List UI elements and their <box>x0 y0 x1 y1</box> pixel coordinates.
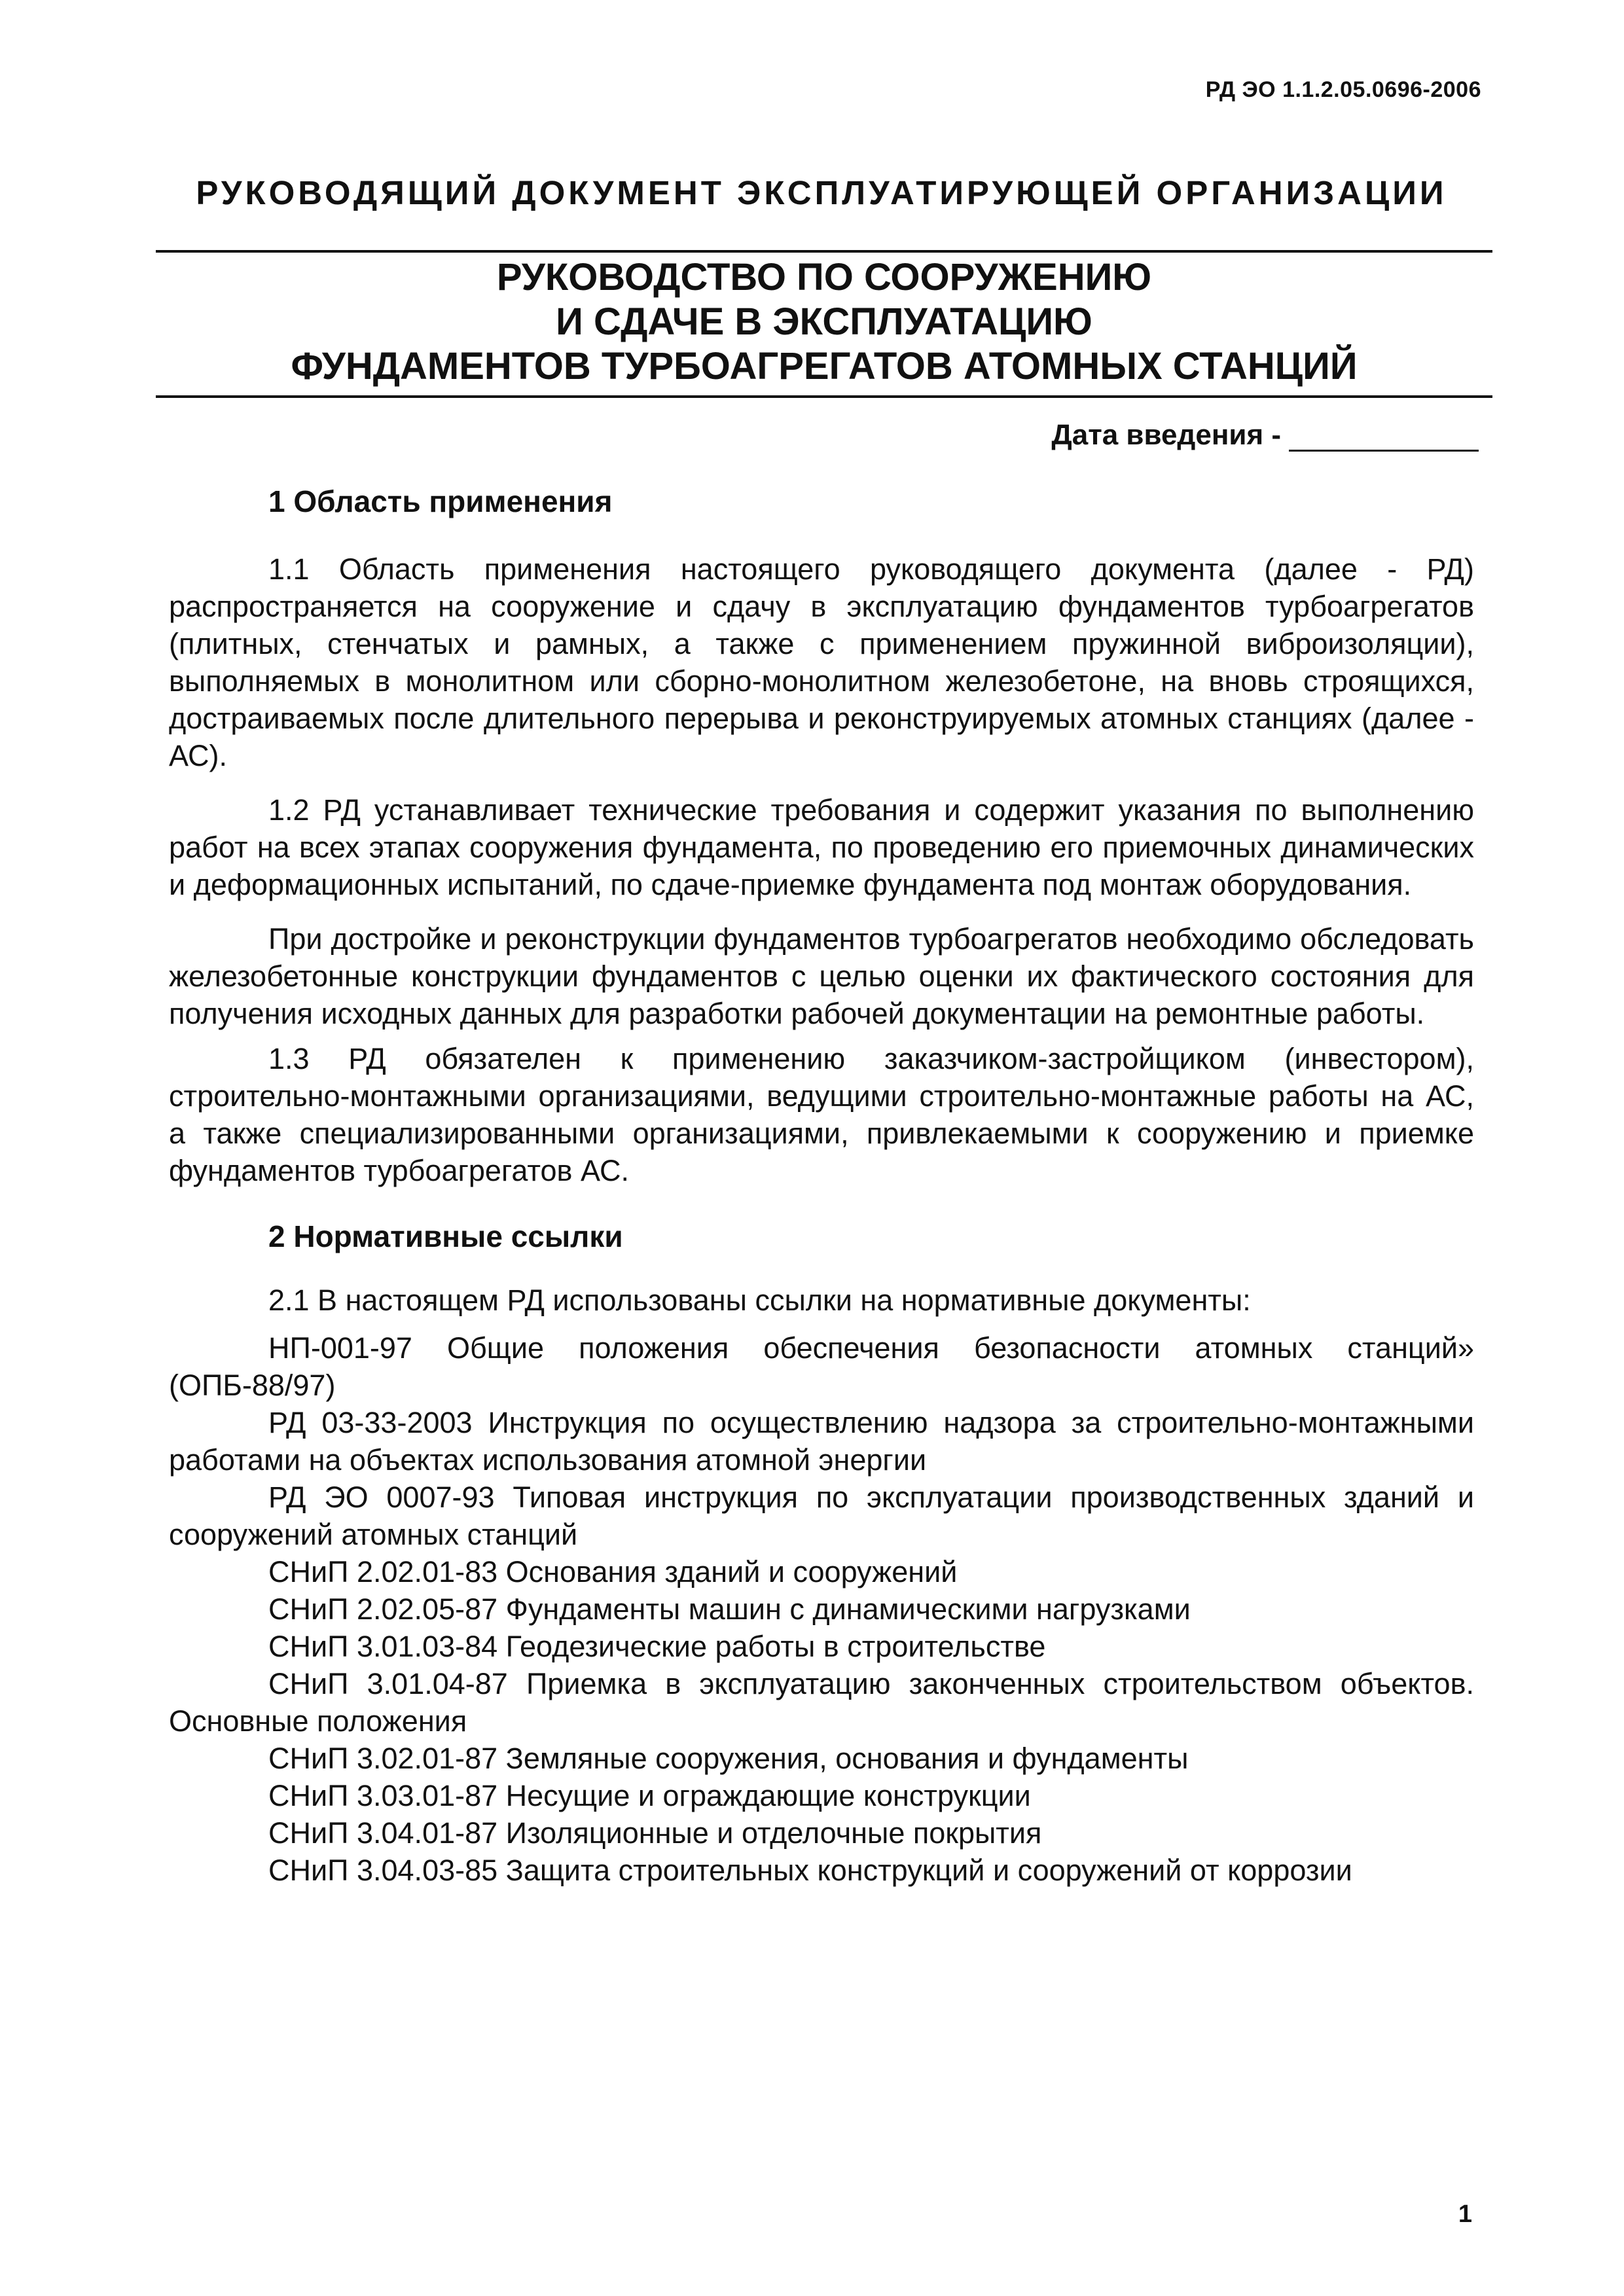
title-line-2: И СДАЧЕ В ЭКСПЛУАТАЦИЮ <box>556 300 1092 343</box>
section-1-heading: 1 Область применения <box>268 484 613 518</box>
page-number: 1 <box>1458 2200 1472 2228</box>
list-item: СНиП 3.01.04-87 Приемка в эксплуатацию законченных строительством объектов. Основные положения <box>169 1667 1474 1738</box>
title-bottom-rule <box>156 395 1492 398</box>
list-item: РД ЭО 0007-93 Типовая инструкция по эксплуатации производственных зданий и сооружений атомных станций <box>169 1480 1474 1551</box>
document-body <box>169 483 1474 1889</box>
title-line-1: РУКОВОДСТВО ПО СООРУЖЕНИЮ <box>496 256 1152 298</box>
paragraph-reconstruction: При достройке и реконструкции фундаментов турбоагрегатов необходимо обследовать железобетонные конструкции фундаментов с целью оценки их фактического состояния для получения исходных данных для разработки рабочей документации на ремонтные работы. <box>169 922 1474 1030</box>
document-code: РД ЭО 1.1.2.05.0696-2006 <box>1205 77 1481 102</box>
list-item: СНиП 3.02.01-87 Земляные сооружения, основания и фундаменты <box>268 1742 1189 1775</box>
title-block <box>156 250 1492 398</box>
section-2-heading: 2 Нормативные ссылки <box>268 1219 623 1253</box>
normative-references-list <box>169 1329 1474 1889</box>
title-line-3: ФУНДАМЕНТОВ ТУРБОАГРЕГАТОВ АТОМНЫХ СТАНЦИЙ <box>291 345 1358 387</box>
introduction-date-blank <box>1289 423 1479 452</box>
list-item: СНиП 2.02.05-87 Фундаменты машин с динамическими нагрузками <box>268 1592 1191 1626</box>
list-item: СНиП 3.04.03-85 Защита строительных конструкций и сооружений от коррозии <box>268 1854 1352 1887</box>
introduction-date <box>1051 419 1479 452</box>
list-item: НП-001-97 Общие положения обеспечения безопасности атомных станций» (ОПБ-88/97) <box>169 1331 1474 1402</box>
document-title <box>156 253 1492 395</box>
list-item: РД 03-33-2003 Инструкция по осуществлению надзора за строительно-монтажными работами на объектах использования атомной энергии <box>169 1406 1474 1477</box>
paragraph-1-1: 1.1 Область применения настоящего руководящего документа (далее - РД) распространяется на сооружение и сдачу в эксплуатацию фундаментов турбоагрегатов (плитных, стенчатых и рамных, а также с применением пружинной виброизоляции), выполняемых в монолитном или сборно-монолитном железобетоне, на вновь строящихся, достраиваемых после длительного перерыва и реконструируемых атомных станциях (далее - АС). <box>169 552 1474 772</box>
introduction-date-label: Дата введения - <box>1051 419 1281 451</box>
list-item: СНиП 3.01.03-84 Геодезические работы в строительстве <box>268 1630 1046 1663</box>
list-item: СНиП 3.04.01-87 Изоляционные и отделочные покрытия <box>268 1816 1042 1850</box>
paragraph-2-1: 2.1 В настоящем РД использованы ссылки на нормативные документы: <box>268 1283 1251 1317</box>
paragraph-1-2: 1.2 РД устанавливает технические требования и содержит указания по выполнению работ на всех этапах сооружения фундамента, по проведению его приемочных динамических и деформационных испытаний, по сдаче-приемке фундамента под монтаж оборудования. <box>169 793 1474 901</box>
list-item: СНиП 2.02.01-83 Основания зданий и сооружений <box>268 1555 958 1588</box>
organization-heading: РУКОВОДЯЩИЙ ДОКУМЕНТ ЭКСПЛУАТИРУЮЩЕЙ ОРГАНИЗАЦИИ <box>196 174 1447 211</box>
list-item: СНиП 3.03.01-87 Несущие и ограждающие конструкции <box>268 1779 1031 1812</box>
paragraph-1-3: 1.3 РД обязателен к применению заказчиком-застройщиком (инвестором), строительно-монтажными организациями, ведущими строительно-монтажные работы на АС, а также специализированными организациями, привлекаемыми к сооружению и приемке фундаментов турбоагрегатов АС. <box>169 1042 1474 1187</box>
